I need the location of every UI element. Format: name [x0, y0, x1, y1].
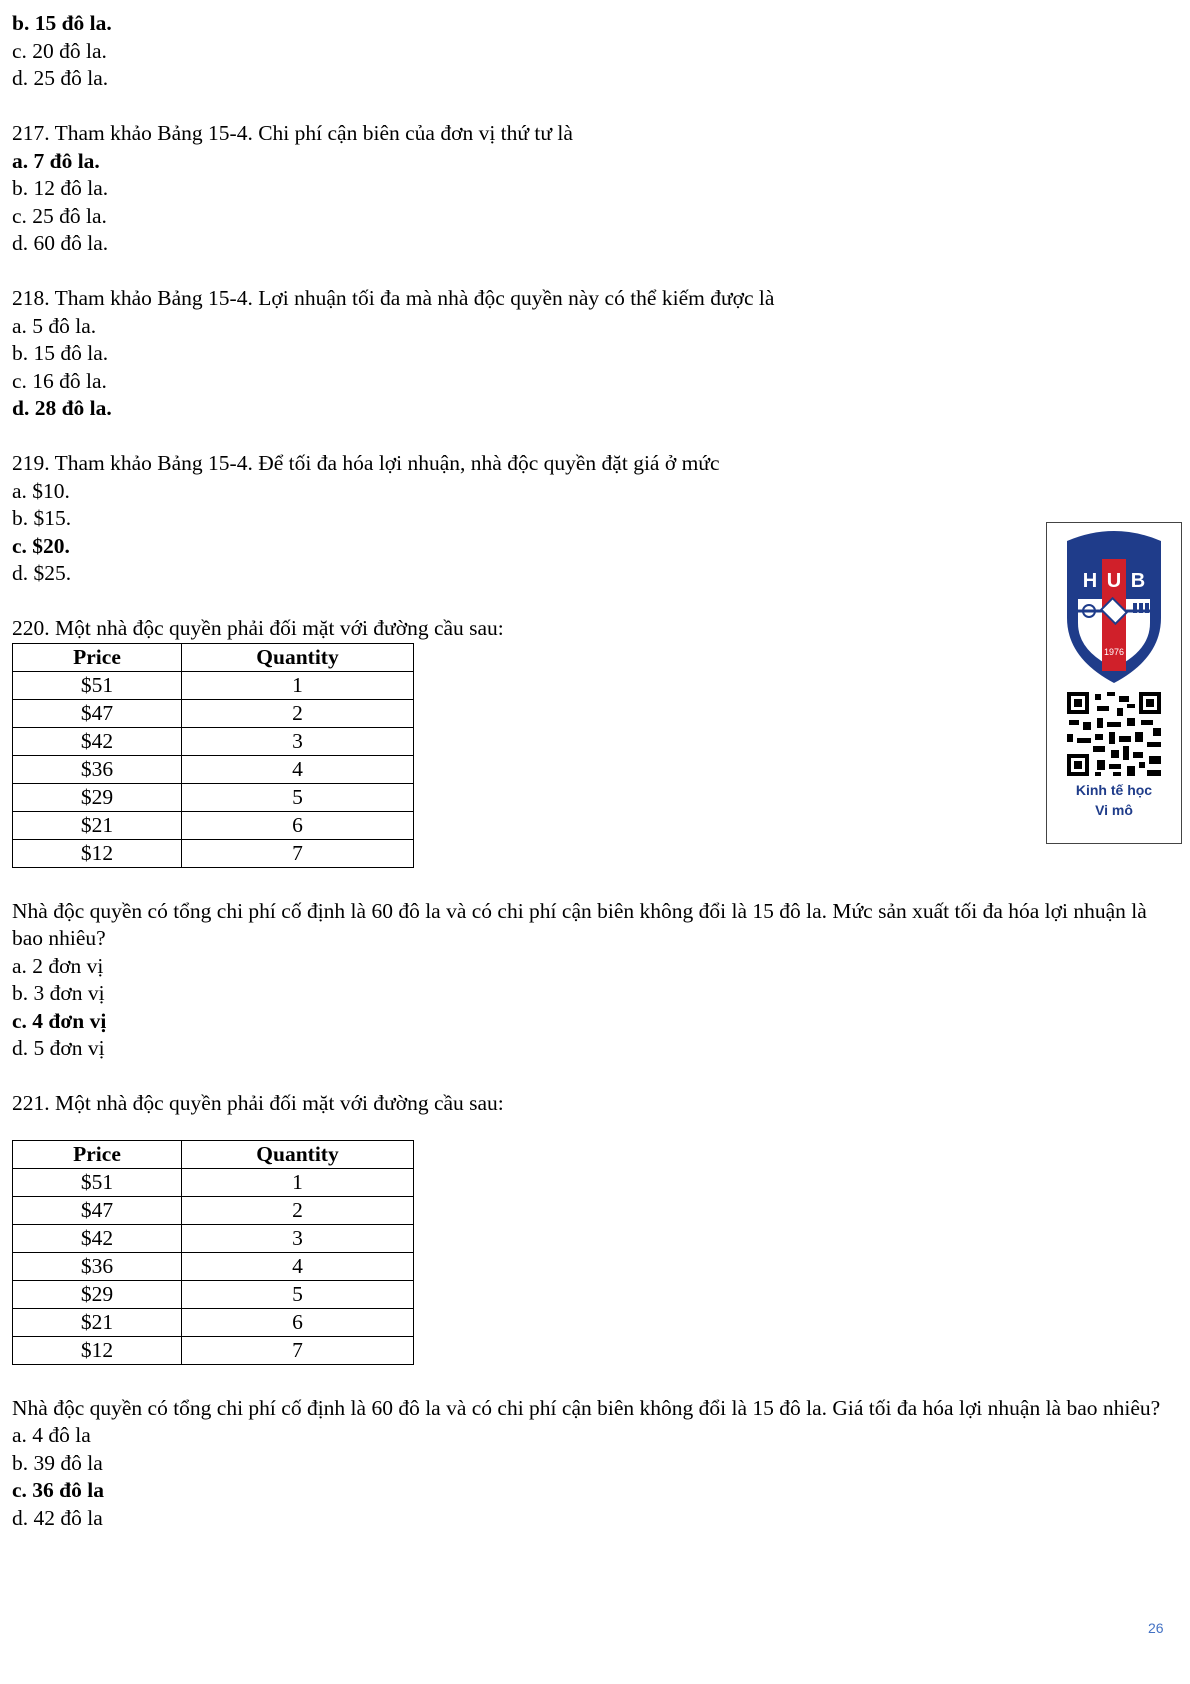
q221-option-c: c. 36 đô la [12, 1478, 104, 1502]
quantity-cell: 6 [182, 1308, 414, 1336]
q221-option-b: b. 39 đô la [12, 1450, 103, 1475]
q221-option-d: d. 42 đô la [12, 1505, 103, 1530]
price-cell: $12 [13, 839, 182, 867]
q217-option-a: a. 7 đô la. [12, 148, 100, 173]
price-cell: $42 [13, 1224, 182, 1252]
table-row [13, 1308, 414, 1336]
q221-stem: 221. Một nhà độc quyền phải đối mặt với đường cầu sau: [12, 1091, 504, 1115]
table-header-price: Price [13, 1140, 182, 1168]
q217-option-b: b. 12 đô la. [12, 176, 109, 200]
q216-option-d: d. 25 đô la. [12, 66, 109, 90]
table-row [13, 1224, 414, 1252]
price-cell: $47 [13, 1196, 182, 1224]
hub-shield-logo [1047, 523, 1181, 688]
q219-option-b: b. $15. [12, 506, 72, 530]
q218-option-d: d. 28 đô la. [12, 396, 112, 420]
q220-option-a: a. 2 đơn vị [12, 953, 104, 978]
table-row [13, 811, 414, 839]
quantity-cell: 4 [182, 1252, 414, 1280]
q217-option-c: c. 25 đô la. [12, 203, 107, 228]
quantity-cell: 2 [182, 1196, 414, 1224]
price-cell: $42 [13, 727, 182, 755]
badge-label-line2: Vi mô [1095, 802, 1133, 818]
quantity-cell: 7 [182, 1336, 414, 1364]
badge-label-line1: Kinh tế học [1075, 782, 1153, 798]
q220-option-d: d. 5 đơn vị [12, 1036, 105, 1060]
qr-code-icon [1047, 688, 1181, 780]
logo-letter-h: H [1082, 570, 1098, 592]
logo-letter-u: U [1106, 570, 1122, 592]
table-row [13, 1336, 414, 1364]
hub-badge [1046, 522, 1182, 844]
q219-stem: 219. Tham khảo Bảng 15-4. Để tối đa hóa lợi nhuận, nhà độc quyền đặt giá ở mức [12, 451, 720, 475]
quantity-cell: 3 [182, 727, 414, 755]
quantity-cell: 7 [182, 839, 414, 867]
quantity-cell: 2 [182, 699, 414, 727]
table-row [13, 727, 414, 755]
q218-option-b: b. 15 đô la. [12, 341, 109, 365]
q217-option-d: d. 60 đô la. [12, 231, 109, 255]
quantity-cell: 1 [182, 1168, 414, 1196]
table-row [13, 1196, 414, 1224]
q220-body: Nhà độc quyền có tổng chi phí cố định là 60 đô la và có chi phí cận biên không đổi là 15 đô la. Mức sản xuất tối đa hóa lợi nhuận là bao nhiêu? [12, 898, 1147, 950]
q221-option-a: a. 4 đô la [12, 1423, 91, 1447]
price-cell: $12 [13, 1336, 182, 1364]
table-row [13, 839, 414, 867]
q218-option-a: a. 5 đô la. [12, 313, 97, 338]
q221-demand-table [12, 1140, 414, 1365]
table-row [13, 1168, 414, 1196]
q219-option-c: c. $20. [12, 533, 70, 558]
table-row [13, 671, 414, 699]
quantity-cell: 6 [182, 811, 414, 839]
price-cell: $36 [13, 1252, 182, 1280]
table-row [13, 1280, 414, 1308]
price-cell: $51 [13, 1168, 182, 1196]
price-cell: $36 [13, 755, 182, 783]
price-cell: $21 [13, 1308, 182, 1336]
q221-body: Nhà độc quyền có tổng chi phí cố định là 60 đô la và có chi phí cận biên không đổi là 15 đô la. Giá tối đa hóa lợi nhuận là bao nhiêu? [12, 1395, 1161, 1420]
q216-option-c: c. 20 đô la. [12, 38, 107, 63]
quantity-cell: 3 [182, 1224, 414, 1252]
quantity-cell: 4 [182, 755, 414, 783]
price-cell: $21 [13, 811, 182, 839]
q217-stem: 217. Tham khảo Bảng 15-4. Chi phí cận biên của đơn vị thứ tư là [12, 121, 573, 145]
q220-option-b: b. 3 đơn vị [12, 981, 105, 1005]
q218-stem: 218. Tham khảo Bảng 15-4. Lợi nhuận tối đa mà nhà độc quyền này có thể kiếm được là [12, 286, 775, 310]
q218-option-c: c. 16 đô la. [12, 368, 107, 393]
q220-option-c: c. 4 đơn vị [12, 1008, 107, 1033]
q219-option-d: d. $25. [12, 561, 72, 585]
document-page [12, 10, 1162, 1532]
price-cell: $29 [13, 783, 182, 811]
table-row [13, 755, 414, 783]
price-cell: $29 [13, 1280, 182, 1308]
quantity-cell: 1 [182, 671, 414, 699]
logo-year: 1976 [1103, 647, 1125, 657]
table-header-price: Price [13, 643, 182, 671]
page-number: 26 [1148, 1620, 1164, 1636]
table-row [13, 783, 414, 811]
quantity-cell: 5 [182, 783, 414, 811]
q216-option-b: b. 15 đô la. [12, 11, 112, 35]
q220-demand-table [12, 643, 414, 868]
table-header-quantity: Quantity [182, 1140, 414, 1168]
logo-letter-b: B [1130, 570, 1146, 592]
quantity-cell: 5 [182, 1280, 414, 1308]
price-cell: $47 [13, 699, 182, 727]
table-row [13, 1252, 414, 1280]
table-row [13, 699, 414, 727]
table-header-quantity: Quantity [182, 643, 414, 671]
price-cell: $51 [13, 671, 182, 699]
q219-option-a: a. $10. [12, 478, 70, 503]
q220-stem: 220. Một nhà độc quyền phải đối mặt với đường cầu sau: [12, 616, 504, 640]
